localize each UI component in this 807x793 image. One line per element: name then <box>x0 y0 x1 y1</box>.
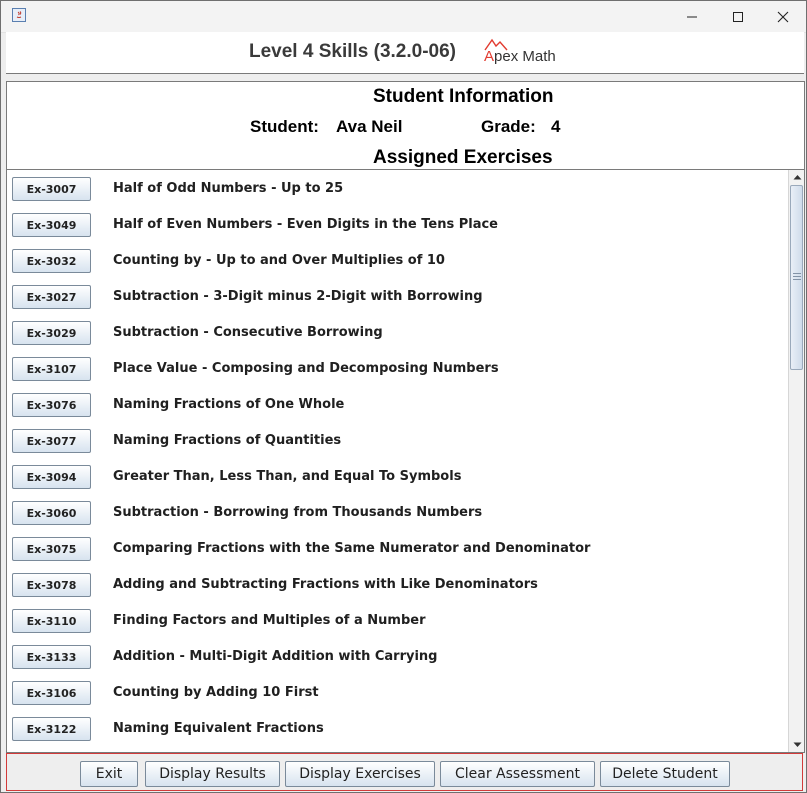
exercise-title: Greater Than, Less Than, and Equal To Symbols <box>113 469 462 484</box>
exercise-button[interactable]: Ex-3094 <box>12 465 91 489</box>
list-item <box>7 170 787 206</box>
exercise-button[interactable]: Ex-3032 <box>12 249 91 273</box>
exercise-title: Naming Equivalent Fractions <box>113 721 324 736</box>
student-name-label: Student: <box>250 117 319 136</box>
maximize-icon <box>732 11 744 23</box>
student-info-heading: Student Information <box>373 86 554 107</box>
exercise-button[interactable]: Ex-3049 <box>12 213 91 237</box>
list-item <box>7 638 787 674</box>
list-item <box>7 566 787 602</box>
exercise-title: Subtraction - Consecutive Borrowing <box>113 325 383 340</box>
list-item <box>7 350 787 386</box>
exercise-button[interactable]: Ex-3133 <box>12 645 91 669</box>
exercise-title: Half of Odd Numbers - Up to 25 <box>113 181 344 196</box>
scrollbar-thumb[interactable] <box>790 185 803 370</box>
display-exercises-button[interactable]: Display Exercises <box>285 761 435 787</box>
exercise-button[interactable]: Ex-3110 <box>12 609 91 633</box>
app-header <box>6 32 804 74</box>
scroll-down-button[interactable] <box>789 738 805 752</box>
list-item <box>7 458 787 494</box>
exercise-title: Adding and Subtracting Fractions with Like Denominators <box>113 577 538 592</box>
display-results-button[interactable]: Display Results <box>145 761 280 787</box>
title-bar[interactable] <box>1 1 806 33</box>
student-info-panel <box>6 81 805 170</box>
exercise-title: Subtraction - 3-Digit minus 2-Digit with Borrowing <box>113 289 483 304</box>
exercise-button[interactable]: Ex-3027 <box>12 285 91 309</box>
exercise-button[interactable]: Ex-3077 <box>12 429 91 453</box>
close-icon <box>777 11 789 23</box>
exit-button[interactable]: Exit <box>80 761 138 787</box>
exercise-title: Finding Factors and Multiples of a Number <box>113 613 426 628</box>
clear-assessment-button[interactable]: Clear Assessment <box>440 761 595 787</box>
bottom-toolbar <box>6 753 803 791</box>
exercise-title: Place Value - Composing and Decomposing Numbers <box>113 361 499 376</box>
exercise-title: Half of Even Numbers - Even Digits in the Tens Place <box>113 217 498 232</box>
exercise-list[interactable] <box>6 169 805 753</box>
scroll-grip-icon <box>793 273 801 282</box>
assigned-exercises-heading: Assigned Exercises <box>373 147 553 168</box>
student-name-value: Ava Neil <box>336 117 403 136</box>
exercise-title: Counting by Adding 10 First <box>113 685 319 700</box>
list-item <box>7 386 787 422</box>
grade-value: 4 <box>551 117 561 136</box>
exercise-title: Naming Fractions of Quantities <box>113 433 342 448</box>
grade-label: Grade: <box>481 117 536 136</box>
list-item <box>7 242 787 278</box>
exercise-button[interactable]: Ex-3106 <box>12 681 91 705</box>
java-app-icon <box>12 8 26 22</box>
list-item <box>7 710 787 746</box>
maximize-button[interactable] <box>715 1 761 32</box>
minimize-button[interactable] <box>669 1 715 32</box>
app-title: Level 4 Skills (3.2.0-06) <box>249 41 457 62</box>
exercise-title: Comparing Fractions with the Same Numerator and Denominator <box>113 541 591 556</box>
arrow-down-icon <box>793 742 802 748</box>
arrow-up-icon <box>793 174 802 180</box>
exercise-button[interactable]: Ex-3076 <box>12 393 91 417</box>
list-item <box>7 494 787 530</box>
list-item <box>7 278 787 314</box>
list-item <box>7 602 787 638</box>
list-item <box>7 530 787 566</box>
exercise-button[interactable]: Ex-3078 <box>12 573 91 597</box>
exercise-button[interactable]: Ex-3122 <box>12 717 91 741</box>
list-item <box>7 422 787 458</box>
scroll-up-button[interactable] <box>789 170 805 184</box>
exercise-title: Naming Fractions of One Whole <box>113 397 345 412</box>
exercise-button[interactable]: Ex-3060 <box>12 501 91 525</box>
exercise-button[interactable]: Ex-3107 <box>12 357 91 381</box>
list-item <box>7 206 787 242</box>
logo-text: pex Math <box>494 48 556 65</box>
list-item <box>7 314 787 350</box>
minimize-icon <box>686 11 698 23</box>
apex-math-logo <box>483 38 563 68</box>
exercise-button[interactable]: Ex-3007 <box>12 177 91 201</box>
exercise-title: Counting by - Up to and Over Multiplies of 10 <box>113 253 445 268</box>
logo-letter: A <box>484 48 495 65</box>
close-button[interactable] <box>760 1 806 32</box>
delete-student-button[interactable]: Delete Student <box>600 761 730 787</box>
exercise-button[interactable]: Ex-3029 <box>12 321 91 345</box>
vertical-scrollbar[interactable] <box>788 170 805 752</box>
exercise-button[interactable]: Ex-3075 <box>12 537 91 561</box>
list-item <box>7 674 787 710</box>
exercise-title: Addition - Multi-Digit Addition with Carrying <box>113 649 438 664</box>
exercise-title: Subtraction - Borrowing from Thousands Numbers <box>113 505 483 520</box>
